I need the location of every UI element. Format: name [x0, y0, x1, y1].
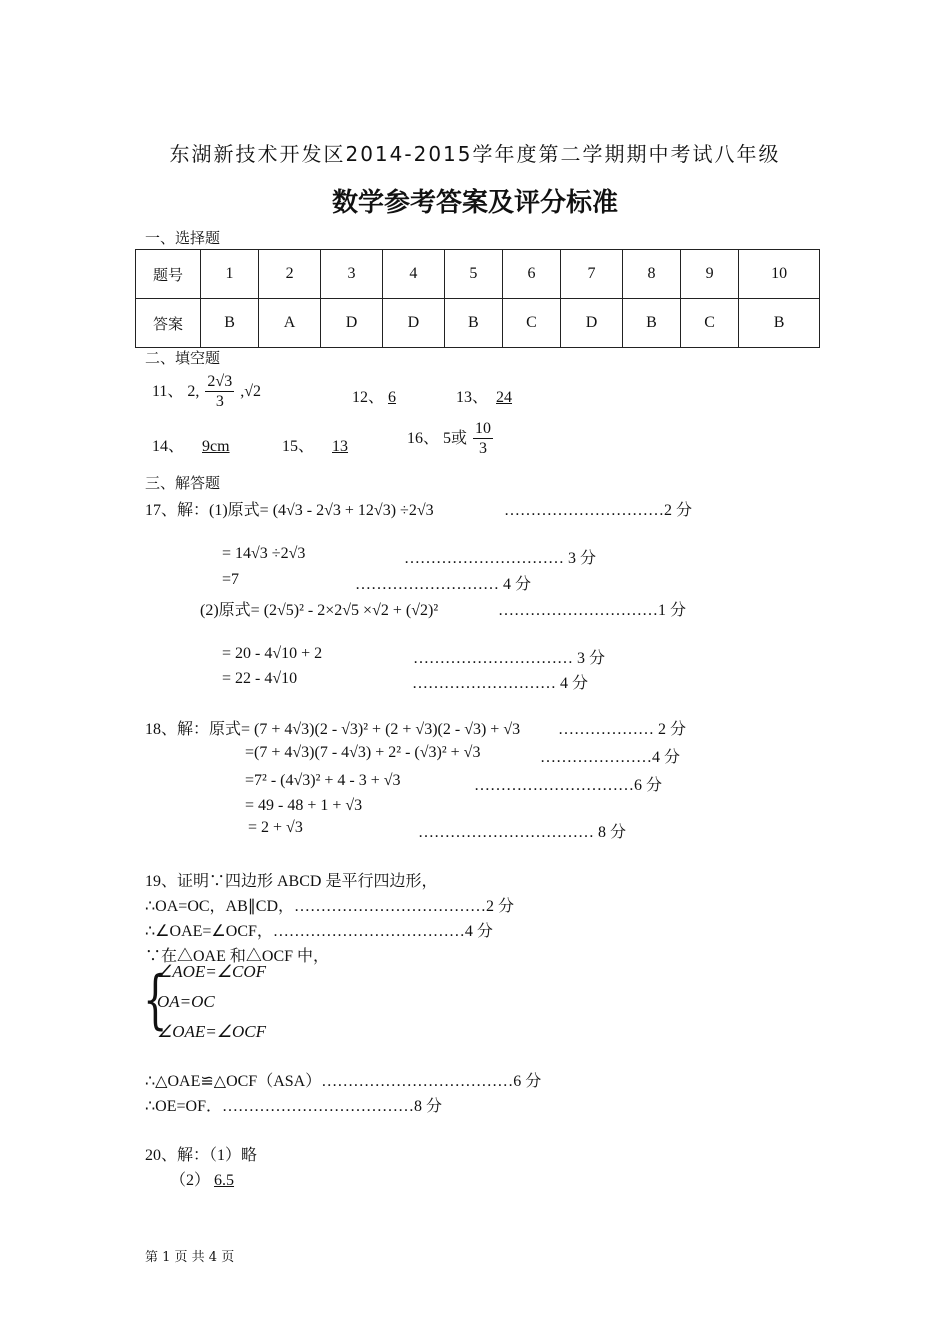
question-label: 15、: [282, 438, 315, 455]
q18-score: …………………4 分: [540, 749, 681, 766]
q17-label: (2)原式=: [200, 602, 260, 619]
q17-label: 17、解：(1)原式=: [145, 502, 269, 519]
answer-table: [135, 249, 820, 348]
q19-line: ∴△OAE≌△OCF（ASA）………………………………6 分: [145, 1073, 542, 1090]
document-subtitle: 数学参考答案及评分标准: [331, 188, 618, 218]
q18-score: …………………………6 分: [474, 777, 663, 794]
system-line: OA=OC: [157, 992, 215, 1011]
table-cell: B: [444, 299, 502, 348]
left-brace: {: [143, 963, 168, 1037]
answer-value: 24: [496, 389, 513, 406]
q17-expression: =7: [222, 571, 240, 588]
answer-value: 6: [388, 389, 397, 406]
answer-value: 13: [332, 438, 349, 455]
table-cell: 10: [739, 250, 820, 299]
table-cell: B: [201, 299, 259, 348]
q17-expression: (4√3 - 2√3 + 12√3) ÷2√3: [272, 502, 434, 519]
table-cell: B: [739, 299, 820, 348]
answer-value: 6.5: [214, 1172, 235, 1189]
q17-score: ……………………… 4 分: [355, 576, 532, 593]
question-label: 14、: [152, 438, 185, 455]
question-label: 11、: [152, 383, 184, 401]
section-heading-choice: 一、选择题: [145, 229, 221, 247]
page-footer: 第 1 页 共 4 页: [145, 1250, 235, 1265]
q20-label: （2）: [170, 1172, 211, 1189]
question-11: [152, 373, 261, 412]
question-14: [152, 433, 236, 456]
section-heading-solve: 三、解答题: [145, 474, 221, 492]
q17-line4: [200, 597, 438, 620]
fraction: [473, 420, 493, 459]
question-12: [352, 384, 418, 407]
question-label: 12、: [352, 389, 385, 406]
system-line: ∠AOE=∠COF: [157, 962, 266, 981]
question-13: [456, 384, 524, 407]
q18-line1: [145, 716, 520, 739]
table-cell: D: [321, 299, 383, 348]
table-cell: 7: [561, 250, 623, 299]
table-row-answers: [136, 299, 820, 348]
q19-line: ∴OE=OF．………………………………8 分: [145, 1098, 442, 1115]
table-cell: C: [681, 299, 739, 348]
q17-score: ……………………… 4 分: [412, 675, 589, 692]
table-cell: 2: [259, 250, 321, 299]
fraction-numerator: 10: [475, 420, 492, 437]
q19-line: 19、证明∵四边形 ABCD 是平行四边形，: [145, 873, 438, 890]
q19-line: ∵在△OAE 和△OCF 中，: [145, 948, 330, 965]
table-header-answer: 答案: [136, 299, 201, 348]
q19-line: ∴OA=OC，AB∥CD，………………………………2 分: [145, 898, 514, 915]
table-cell: 3: [321, 250, 383, 299]
fraction-denominator: 3: [215, 393, 224, 410]
q17-expression: = 14√3 ÷2√3: [222, 545, 306, 562]
table-cell: D: [561, 299, 623, 348]
q17-expression: = 22 - 4√10: [222, 670, 298, 687]
q18-expression: = 49 - 48 + 1 + √3: [245, 797, 363, 814]
table-cell: 9: [681, 250, 739, 299]
table-row-numbers: [136, 250, 820, 299]
q17-score: …………………………2 分: [504, 502, 693, 519]
fraction-numerator: 2√3: [207, 373, 233, 390]
section-heading-fill: 二、填空题: [145, 349, 221, 367]
fraction: [205, 373, 234, 412]
table-cell: A: [259, 299, 321, 348]
answer-part: 5或: [443, 430, 468, 448]
table-cell: 1: [201, 250, 259, 299]
q17-score: …………………………1 分: [498, 602, 687, 619]
q19-line: ∴∠OAE=∠OCF，………………………………4 分: [145, 923, 493, 940]
question-label: 16、: [407, 430, 440, 448]
answer-value: 9cm: [202, 438, 230, 455]
table-cell: 4: [382, 250, 444, 299]
q17-expression: = 20 - 4√10 + 2: [222, 645, 323, 662]
q17-score: ………………………… 3 分: [413, 650, 606, 667]
question-15: [282, 433, 362, 456]
q18-expression: =7² - (4√3)² + 4 - 3 + √3: [245, 772, 401, 789]
system-line: ∠OAE=∠OCF: [157, 1022, 266, 1041]
q18-score: ……………… 2 分: [558, 721, 687, 738]
q17-score: ………………………… 3 分: [404, 550, 597, 567]
q18-expression: =(7 + 4√3)(7 - 4√3) + 2² - (√3)² + √3: [245, 744, 481, 761]
q17-line1: [145, 497, 434, 520]
q20-line2: [170, 1167, 244, 1190]
table-cell: C: [502, 299, 560, 348]
table-cell: 8: [622, 250, 680, 299]
answer-part: ,√2: [240, 383, 261, 401]
table-header-number: 题号: [136, 250, 201, 299]
fraction-denominator: 3: [479, 440, 488, 457]
q18-expression: (7 + 4√3)(2 - √3)² + (2 + √3)(2 - √3) + √3: [254, 721, 521, 738]
table-cell: B: [622, 299, 680, 348]
q18-expression: = 2 + √3: [248, 819, 303, 836]
document-title: 东湖新技术开发区2014-2015学年度第二学期期中考试八年级: [169, 142, 781, 166]
question-label: 13、: [456, 389, 489, 406]
table-cell: 5: [444, 250, 502, 299]
table-cell: D: [382, 299, 444, 348]
q17-expression: (2√5)² - 2×2√5 ×√2 + (√2)²: [263, 602, 439, 619]
q18-label: 18、解：原式=: [145, 721, 251, 738]
question-16: [407, 420, 495, 459]
table-cell: 6: [502, 250, 560, 299]
q20-line: 20、解：（1）略: [145, 1147, 258, 1164]
q18-score: …………………………… 8 分: [418, 824, 627, 841]
answer-part: 2,: [187, 383, 200, 401]
